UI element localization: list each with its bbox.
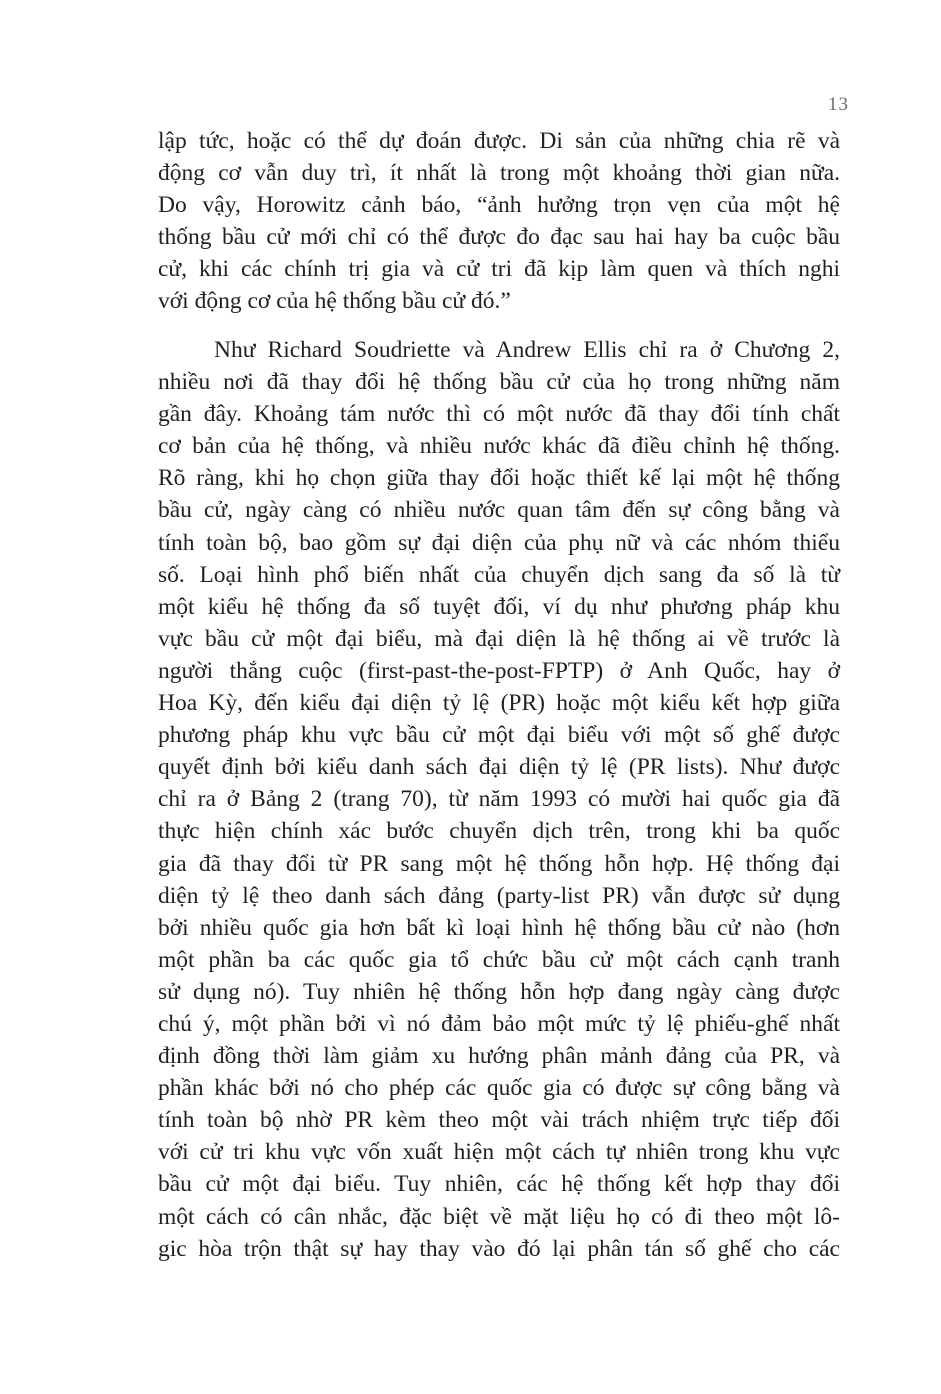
text-line: một phần ba các quốc gia tổ chức bầu cử một cách cạnh tranh [158, 946, 840, 973]
text-line: số. Loại hình phổ biến nhất của chuyển dịch sang đa số là từ [158, 561, 840, 588]
text-line: tính toàn bộ, bao gồm sự đại diện của phụ nữ và các nhóm thiểu [158, 529, 840, 556]
page-number: 13 [828, 94, 849, 115]
text-line: thống bầu cử mới chỉ có thể được đo đạc sau hai hay ba cuộc bầu [158, 224, 840, 251]
text-line: lập tức, hoặc có thể dự đoán được. Di sản của những chia rẽ và [158, 128, 840, 154]
text-line: bầu cử, ngày càng có nhiều nước quan tâm đến sự công bằng và [158, 497, 840, 524]
text-line: Do vậy, Horowitz cảnh báo, “ảnh hưởng trọn vẹn của một hệ [158, 192, 840, 219]
text-line: phương pháp khu vực bầu cử một đại biểu với một số ghế được [158, 722, 840, 749]
text-line: một cách có cân nhắc, đặc biệt về mặt liệu họ có đi theo một lô- [158, 1203, 840, 1230]
text-line: vực bầu cử một đại biểu, mà đại diện là hệ thống ai về trước là [158, 625, 840, 652]
text-line: cơ bản của hệ thống, và nhiều nước khác đã điều chỉnh hệ thống. [158, 433, 840, 460]
text-line: gần đây. Khoảng tám nước thì có một nước đã thay đổi tính chất [158, 401, 840, 428]
text-line: phần khác bởi nó cho phép các quốc gia có được sự công bằng và [158, 1075, 840, 1102]
text-line: chú ý, một phần bởi vì nó đảm bảo một mức tỷ lệ phiếu-ghế nhất [158, 1010, 840, 1037]
text-line: gia đã thay đổi từ PR sang một hệ thống hỗn hợp. Hệ thống đại [158, 850, 840, 877]
text-line: gic hòa trộn thật sự hay thay vào đó lại phân tán số ghế cho các [158, 1235, 840, 1262]
text-line: với động cơ của hệ thống bầu cử đó.” [158, 288, 511, 315]
text-line: động cơ vẫn duy trì, ít nhất là trong một khoảng thời gian nữa. [158, 160, 840, 187]
text-line: bởi nhiều quốc gia hơn bất kì loại hình hệ thống bầu cử nào (hơn [158, 914, 840, 941]
text-line: Rõ ràng, khi họ chọn giữa thay đổi hoặc thiết kế lại một hệ thống [158, 465, 840, 492]
text-line: định đồng thời làm giảm xu hướng phân mảnh đảng của PR, và [158, 1043, 840, 1070]
text-line: với cử tri khu vực vốn xuất hiện một cách tự nhiên trong khu vực [158, 1139, 840, 1166]
paragraph-2 [158, 334, 840, 1265]
text-line: Như Richard Soudriette và Andrew Ellis chỉ ra ở Chương 2, [214, 337, 840, 363]
text-line: chỉ ra ở Bảng 2 (trang 70), từ năm 1993 có mười hai quốc gia đã [158, 786, 840, 813]
text-line: Hoa Kỳ, đến kiểu đại diện tỷ lệ (PR) hoặc một kiểu kết hợp giữa [158, 690, 840, 717]
text-line: quyết định bởi kiểu danh sách đại diện tỷ lệ (PR lists). Như được [158, 754, 840, 781]
text-line: nhiều nơi đã thay đổi hệ thống bầu cử của họ trong những năm [158, 369, 840, 396]
text-line: cử, khi các chính trị gia và cử tri đã kịp làm quen và thích nghi [158, 256, 840, 283]
text-line: thực hiện chính xác bước chuyển dịch trên, trong khi ba quốc [158, 818, 840, 845]
text-line: tính toàn bộ nhờ PR kèm theo một vài trách nhiệm trực tiếp đối [158, 1107, 840, 1134]
text-line: diện tỷ lệ theo danh sách đảng (party-list PR) vẫn được sử dụng [158, 882, 840, 909]
text-line: sử dụng nó). Tuy nhiên hệ thống hỗn hợp đang ngày càng được [158, 978, 840, 1005]
text-line: bầu cử một đại biểu. Tuy nhiên, các hệ thống kết hợp thay đổi [158, 1171, 840, 1198]
text-line: một kiểu hệ thống đa số tuyệt đối, ví dụ như phương pháp khu [158, 593, 840, 620]
paragraph-1 [158, 125, 840, 318]
text-line: người thắng cuộc (first-past-the-post-FPTP) ở Anh Quốc, hay ở [158, 657, 840, 684]
